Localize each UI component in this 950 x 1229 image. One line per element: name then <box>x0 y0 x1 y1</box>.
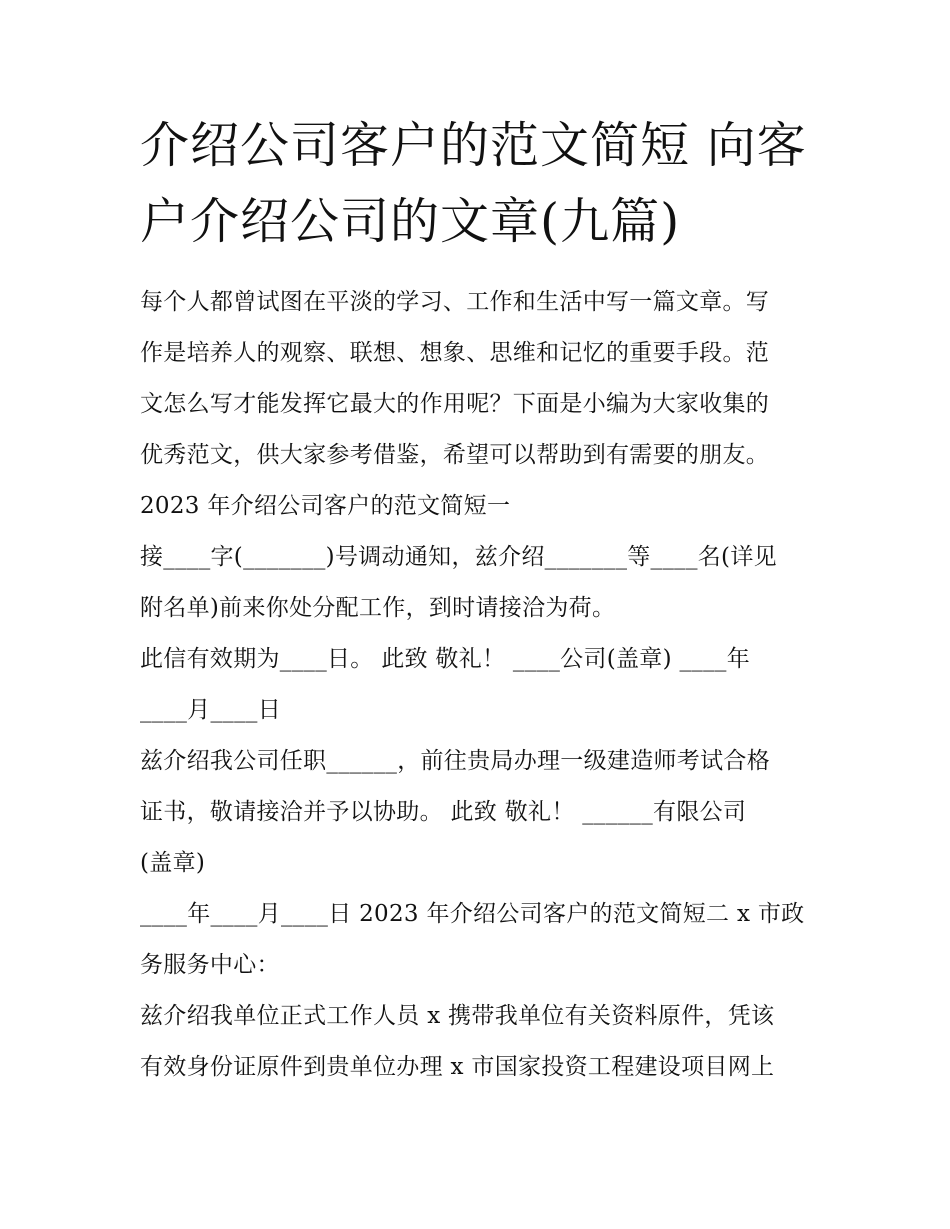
document-title <box>140 108 820 260</box>
letter-stamp-line: (盖章) <box>140 850 206 876</box>
document-body <box>140 277 820 1093</box>
title-line: 介绍公司客户的范文简短 向客 <box>140 117 807 174</box>
letter-line: 附名单)前来你处分配工作，到时请接洽为荷。 <box>140 595 616 621</box>
letter-line: 有效身份证原件到贵单位办理 x 市国家投资工程建设项目网上 <box>140 1054 775 1080</box>
letter-recipient-line: 务服务中心： <box>140 952 280 978</box>
letter-line: 兹介绍我单位正式工作人员 x 携带我单位有关资料原件，凭该 <box>140 1003 775 1029</box>
letter-line: 兹介绍我公司任职______，前往贵局办理一级建造师考试合格 <box>140 748 770 774</box>
intro-paragraph-line: 文怎么写才能发挥它最大的作用呢？下面是小编为大家收集的 <box>140 391 770 417</box>
letter-date-line: ____月____日 <box>140 697 281 723</box>
intro-paragraph-line: 每个人都曾试图在平淡的学习、工作和生活中写一篇文章。写 <box>140 289 770 315</box>
letter-line: 证书，敬请接洽并予以协助。 此致 敬礼！ ______有限公司 <box>140 799 747 825</box>
intro-paragraph-line: 作是培养人的观察、联想、想象、思维和记忆的重要手段。范 <box>140 340 770 366</box>
letter-line: 接____字(_______)号调动通知，兹介绍_______等____名(详见 <box>140 544 777 570</box>
intro-paragraph-line: 优秀范文，供大家参考借鉴，希望可以帮助到有需要的朋友。 <box>140 442 770 468</box>
section-heading-one: 2023 年介绍公司客户的范文简短一 <box>140 493 511 519</box>
title-line: 户介绍公司的文章(九篇) <box>140 193 681 250</box>
section-heading-two-line: ____年____月____日 2023 年介绍公司客户的范文简短二 x 市政 <box>140 901 805 927</box>
letter-line: 此信有效期为____日。 此致 敬礼！ ____公司(盖章) ____年 <box>140 646 750 672</box>
